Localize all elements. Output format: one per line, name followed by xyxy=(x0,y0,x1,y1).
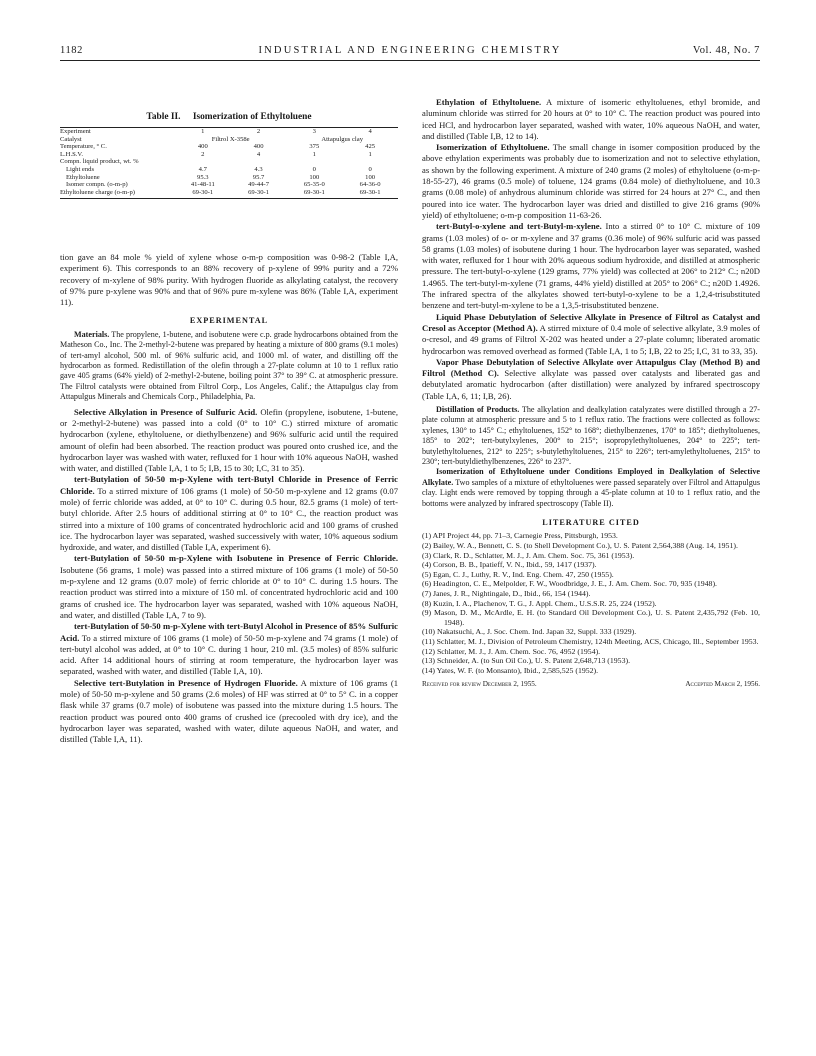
table-cell: 69-30-1 xyxy=(359,188,381,196)
table-cell: 49-44-7 xyxy=(248,181,269,189)
paragraph-tbutyl-chloride xyxy=(60,474,398,553)
table-2 xyxy=(60,112,398,199)
table-cell: 95.7 xyxy=(252,173,265,181)
row-label: Experiment xyxy=(60,128,91,135)
table-cell: 1 xyxy=(201,128,205,135)
paragraph-body: The propylene, 1-butene, and isobutene were c.p. grade hydrocarbons obtained from the Matheson Co., Inc. The 2-methyl-2-butene was prepared by heating a mixture of 800 grams (9.1 moles) of tert-amyl alcohol, 500 ml. of 96% sulfuric acid, and 1000 ml. of water, and distilling off the hydrocarbon as formed. Redistillation of the olefin through a 27-plate column at 10 to 1 reflux ratio gave 405 grams (64% yield) of 2-methyl-2-butene, boiling point 37° to 39° C. at atmospheric pressure. The Filtrol catalysts were obtained from Filtrol Corp., Los Angeles, Calif.; the Attapulgus clay from Attapulgus Minerals and Chemicals Corp., Philadelphia, Pa. xyxy=(60,329,398,402)
table-row xyxy=(60,158,398,166)
table-cell: 4 xyxy=(368,128,372,135)
volume-issue: Vol. 48, No. 7 xyxy=(692,45,760,56)
row-label: Isomer compn. (o-m-p) xyxy=(66,181,128,189)
run-in-head: tert-Butylation of 50-50 m-p-Xylene with tert-Butyl Chloride in Presence of Ferric Chloride. xyxy=(60,474,398,496)
paragraph-continued: tion gave an 84 mole % yield of xylene whose o-m-p composition was 0-98-2 (Table I,A, experiment 6). This corresponds to an 88% recovery of p-xylene of 99% purity and a 72% recovery of m-xylene of 98% purity. With hydrogen fluoride as alkylating catalyst, the recovery of 97% pure p-xylene was 90% and that of 96% pure m-xylene was 86% (Table I,A, experiment 11). xyxy=(60,252,398,308)
table-cell: Filtrol X-358e xyxy=(211,135,250,143)
table-cell: 4.7 xyxy=(198,165,207,173)
table-cell: 69-30-1 xyxy=(192,188,214,196)
run-in-head: Selective tert-Butylation in Presence of Hydrogen Fluoride. xyxy=(74,677,298,688)
reference-item: (9) Mason, D. M., McArdle, E. H. (to Standard Oil Development Co.), U. S. Patent 2,435,792 (Feb. 10, 1948). xyxy=(422,608,760,627)
run-in-head: Distillation of Products. xyxy=(436,405,520,415)
paragraph-body: Selective alkylate was passed over catalysts and liberated gas and debutylated aromatic hydrocarbon (after distillation) were analyzed by infrared spectroscopy (Table I,A, 6, 11; I,B, 26). xyxy=(422,368,760,401)
table-row xyxy=(60,136,398,144)
paragraph-body: Isobutene (56 grams, 1 mole) was passed into a stirred mixture of 106 grams (1 mole) of 50-50 m-p-xylene and 12 grams (0.07 mole) of ferric chloride at 0° to 10° C. during 1.5 hours. The reaction product was stirred into a mixture of 150 ml. of concentrated hydrochloric acid and 100 grams of crushed ice. The hydrocarbon layer was separated, washed with 10% aqueous NaOH, and water, and distilled (Table I,A, 7 to 9). xyxy=(60,564,398,620)
paragraph-body: A stirred mixture of 0.4 mole of selective alkylate, 3.9 moles of o-cresol, and 49 grams of Filtrol X-202 was heated under a 27-plate column; liberated aromatic hydrocarbon was removed overhead as formed (Table I,A, 1 to 5; I,B, 22 to 25; I,C, 31 to 33, 35). xyxy=(422,322,760,356)
table-label: Table II. xyxy=(146,112,181,122)
right-column xyxy=(422,97,760,689)
section-heading-literature: LITERATURE CITED xyxy=(542,518,640,528)
table-cell: 95.3 xyxy=(197,173,209,181)
table-cell xyxy=(286,158,342,166)
table-row xyxy=(60,143,398,151)
table-cell: 400 xyxy=(253,143,264,151)
reference-item: (12) Schlatter, M. J., J. Am. Chem. Soc. 76, 4952 (1954). xyxy=(422,646,601,656)
page-number: 1182 xyxy=(60,45,84,56)
paragraph-tbutyl-xylenes xyxy=(422,221,760,311)
reference-item: (14) Yates, W. F. (to Monsanto), Ibid., 2,585,525 (1952). xyxy=(422,665,599,675)
table-title xyxy=(60,112,398,122)
table-cell: 1 xyxy=(368,150,372,158)
row-label: Ethyltoluene charge (o-m-p) xyxy=(60,188,135,196)
table-cell xyxy=(231,158,287,166)
run-in-head: Vapor Phase Debutylation of Selective Alkylate over Attapulgus Clay (Method B) and Filtrol (Method C). xyxy=(422,356,760,379)
table-cell: 0 xyxy=(368,165,372,173)
table-cell xyxy=(342,158,398,166)
paragraph-ethylation xyxy=(422,97,760,142)
reference-item: (4) Corson, B. B., Ipatieff, V. N., Ibid., 59, 1417 (1937). xyxy=(422,560,597,570)
paragraph-body: A mixture of 106 grams (1 mole) of 50-50 m-p-xylene and 50 grams (2.6 moles) of HF was stirred at 0° to 5° C. in a copper flask while 37 grams (0.7 mole) of isobutene was passed into the mixture during 1.5 hours. The reaction product was poured onto 400 grams of crushed ice (precooled with dry ice), and the hydrocarbon layer was separated, washed with water, dilute aqueous NaOH, and water, and distilled (Table I,A, 11). xyxy=(60,677,399,745)
paragraph-method-a xyxy=(422,312,760,357)
table-row xyxy=(60,189,398,197)
table-cell: 100 xyxy=(309,173,320,181)
run-in-head: tert-Butyl-o-xylene and tert-Butyl-m-xylene. xyxy=(436,221,602,232)
run-in-head: Isomerization of Ethyltoluene. xyxy=(436,142,550,153)
run-in-head: tert-Butylation of 50-50 m-p-Xylene with Isobutene in Presence of Ferric Chloride. xyxy=(74,553,398,564)
table-cell xyxy=(175,158,231,166)
row-label: L.H.S.V. xyxy=(60,150,83,158)
table-cell: 0 xyxy=(312,165,316,173)
table-cell: 2 xyxy=(201,150,205,158)
paragraph-body: To a stirred mixture of 106 grams (1 mole) of 50-50 m-p-xylene and 74 grams (1 mole) of tert-butyl alcohol was added, at 0° to 10° C. during 1 hour, 210 ml. (3.5 moles) of 85% sulfuric acid. After 14 additional hours of stirring at room temperature, the hydrocarbon layer was separated, washed with water, and distilled (Table I,A, 10). xyxy=(60,632,398,677)
paragraph-materials xyxy=(60,330,398,403)
row-label: Compn. liquid product, wt. % xyxy=(60,158,139,166)
table-cell: 3 xyxy=(312,128,316,135)
table-cell: 425 xyxy=(365,143,376,151)
table-row xyxy=(60,151,398,159)
paragraph-distillation xyxy=(422,405,760,467)
run-in-head: Liquid Phase Debutylation of Selective Alkylate in Presence of Filtrol as Catalyst and Cresol as Acceptor (Method A). xyxy=(422,311,760,333)
reference-item: (11) Schlatter, M. J., Division of Petroleum Chemistry, 124th Meeting, ACS, Chicago, Ill., September 1953. xyxy=(422,636,759,646)
run-in-head: Isomerization of Ethyltoluene under Conditions Employed in Dealkylation of Selective Alkylate. xyxy=(422,467,760,487)
reference-item: (1) API Project 44, pp. 71–3, Carnegie Press, Pittsburgh, 1953. xyxy=(422,531,618,541)
paragraph-hf xyxy=(60,678,398,746)
paragraph-body: The small change in isomer composition produced by the above ethylation experiments was probably due to isomerization and not to selective ethylation, as shown by the following experiment. A mixture of 240 grams (2 moles) of ethyltoluene (o-m-p-18-55-27), 46 grams (0.5 mole) of toluene, 124 grams (0.84 mole) of diethyltoluene, and 10.3 grams (0.08 mole) of anhydrous aluminum chloride was stirred for 24 hours at 27° C., and then poured into ice water. The hydrocarbon layer was dried and distilled to give 216 grams (90% yield) of ethyltoluene; o-m-p composition 11-63-26. xyxy=(422,142,760,220)
header-rule xyxy=(60,60,760,61)
reference-item: (5) Egan, C. J., Luthy, R. V., Ind. Eng. Chem. 47, 250 (1955). xyxy=(422,569,614,579)
table-row xyxy=(60,166,398,174)
table-cell: 4.3 xyxy=(254,165,263,173)
table-cell: 65-35-0 xyxy=(303,181,325,189)
paragraph-body: To a stirred mixture of 106 grams (1 mole) of 50-50 m-p-xylene and 12 grams (0.07 mole) of ferric chloride was added, at 0° to 10° C. during 0.5 hour, 82.5 grams (1 mole) of tert-butyl chloride. After 2.5 hours of additional stirring at 0° to 10° C., the reaction product was stirred into a mixture of 100 grams of concentrated hydrochloric acid and 100 grams of crushed ice. The hydrocarbon layer was separated, washed successively with water, 10% aqueous sodium hydroxide, and water, and distilled (Table I,A, experiment 6). xyxy=(60,485,398,553)
table-cell: 41-48-11 xyxy=(190,181,215,189)
row-label: Ethyltoluene xyxy=(66,173,100,181)
journal-title: INDUSTRIAL AND ENGINEERING CHEMISTRY xyxy=(258,45,562,56)
table-row xyxy=(60,181,398,189)
running-header xyxy=(60,45,760,59)
run-in-head: Materials. xyxy=(74,329,110,339)
row-label: Catalyst xyxy=(60,135,82,143)
table-bottom-rule xyxy=(60,198,398,199)
reference-item: (3) Clark, R. D., Schlatter, M. J., J. Am. Chem. Soc. 75, 361 (1953). xyxy=(422,550,635,560)
paragraph-sulfuric xyxy=(60,407,398,475)
left-column xyxy=(60,252,398,746)
paragraph-tbutyl-alcohol xyxy=(60,621,398,677)
received-line xyxy=(422,679,760,689)
reference-item: (10) Nakatsuchi, A., J. Soc. Chem. Ind. Japan 32, Suppl. 333 (1929). xyxy=(422,627,637,637)
row-label: Light ends xyxy=(66,165,95,173)
reference-item: (7) Janes, J. R., Nightingale, D., Ibid., 66, 154 (1944). xyxy=(422,588,591,598)
table-2-grid xyxy=(60,128,398,196)
section-heading-experimental: EXPERIMENTAL xyxy=(189,316,269,326)
table-cell: 2 xyxy=(256,128,261,135)
reference-item: (2) Bailey, W. A., Bennett, C. S. (to Shell Development Co.), U. S. Patent 2,564,388 (Aug. 14, 1951). xyxy=(422,540,738,550)
row-label: Temperature, ° C. xyxy=(60,143,107,151)
table-cell: 69-30-1 xyxy=(248,188,269,196)
table-row xyxy=(60,174,398,182)
table-caption: Isomerization of Ethyltoluene xyxy=(192,112,312,122)
table-cell: 375 xyxy=(309,143,320,151)
run-in-head: Selective Alkylation in Presence of Sulfuric Acid. xyxy=(74,406,258,417)
paragraph-method-bc xyxy=(422,357,760,402)
paragraph-body: Two samples of a mixture of ethyltoluenes were passed separately over Filtrol and Attapulgus clay. Light ends were removed by topping through a 45-plate column at 10 to 1 reflux ratio, and the bottoms were analyzed by infrared spectroscopy (Table II). xyxy=(422,477,760,508)
table-cell: 4 xyxy=(256,150,261,158)
table-cell: 69-30-1 xyxy=(303,188,325,196)
table-cell: 100 xyxy=(365,173,376,181)
paragraph-body: Into a stirred 0° to 10° C. mixture of 109 grams (1.03 moles) of o- or m-xylene and 37 grams (0.36 mole) of 96% sulfuric acid was passed 58 grams (1.03 moles) of isobutene during 1 hour. The hydrocarbon layer was separated, washed with water, refluxed for 1 hour with 20% aqueous sodium hydroxide, and distilled at atmospheric pressure. The tert-butyl-o-xylene (129 grams, 77% yield) was collected at 206° to 212° C.; n20D 1.4965. The tert-butyl-m-xylene (71 grams, 44% yield) distilled at 205° to 206° C.; n20D 1.4926. The infrared spectra of the alkylates showed tert-butyl-o-xylene to be a 1,2,4-trisubstituted benzene and tert-butyl-m-xylene to be a 1,3,5-trisubstituted benzene. xyxy=(422,221,760,311)
table-cell: Attapulgus clay xyxy=(321,135,363,143)
table-cell: 64-36-0 xyxy=(359,181,381,189)
table-row xyxy=(60,128,398,136)
table-cell: 1 xyxy=(312,150,316,158)
run-in-head: tert-Butylation of 50-50 m-p-Xylene with tert-Butyl Alcohol in Presence of 85% Sulfuric Acid. xyxy=(60,621,398,643)
paragraph-body: The alkylation and dealkylation catalyzates were distilled through a 27-plate column at atmospheric pressure and 5 to 1 reflux ratio. The fractions were collected as follows: xylenes, 130° to 145° C.; ethyltoluenes, 152° to 168°; diethylbenzenes, 170° to 185°; diethyltoluenes, 185° to 202°; tert-butylxylenes, 200° to 215°; isopropylethyltoluenes, 204° to 225°; tert-butylethyltoluenes, 212° to 225°; s-butylethyltoluenes, 215° to 226°; tert-amylethyltoluenes, 215° to 230°; tert-butyldiethylbenzenes, 226° to 237°. xyxy=(422,405,760,467)
table-cell: 400 xyxy=(197,143,208,151)
received-date: Received for review December 2, 1955. xyxy=(422,680,537,689)
reference-item: (6) Headington, C. E., Melpolder, F. W., Woodbridge, J. E., J. Am. Chem. Soc. 70, 935 (1948). xyxy=(422,579,717,589)
references-list xyxy=(422,531,760,675)
paragraph-isomerization xyxy=(422,142,760,221)
reference-item: (8) Kuzin, I. A., Plachenov, T. G., J. Appl. Chem., U.S.S.R. 25, 224 (1952). xyxy=(422,598,657,608)
reference-item: (13) Schneider, A. (to Sun Oil Co.), U. S. Patent 2,648,713 (1953). xyxy=(422,656,631,666)
paragraph-isomerization-dealkylation xyxy=(422,467,760,509)
paragraph-body: Olefin (propylene, isobutene, 1-butene, or 2-methyl-2-butene) was passed into a cold (0° to 10° C.) stirred mixture of aromatic hydrocarbon (xylene, ethyltoluene, or diethylbenzene) and 96% sulfuric acid until the required amount of olefin had been absorbed. The reaction product was poured onto crushed ice, and the hydrocarbon layer was washed with water, refluxed for 1 hour with 10% aqueous NaOH, washed with water, and distilled (Table I,A, 1 to 5; I,B, 15 to 30; I,C, 31 to 35). xyxy=(60,406,398,474)
run-in-head: Ethylation of Ethyltoluene. xyxy=(436,97,542,107)
paragraph-isobutene xyxy=(60,553,398,621)
accepted-date: Accepted March 2, 1956. xyxy=(685,680,760,689)
paragraph-body: A mixture of isomeric ethyltoluenes, ethyl bromide, and aluminum chloride was stirred for 20 hours at 0° to 10° C. The reaction product was poured into iced HCl, and hydrocarbon layer separated, washed with water, 10% aqueous NaOH, and water, and distilled (Table I,B, 12 to 14). xyxy=(422,97,761,141)
